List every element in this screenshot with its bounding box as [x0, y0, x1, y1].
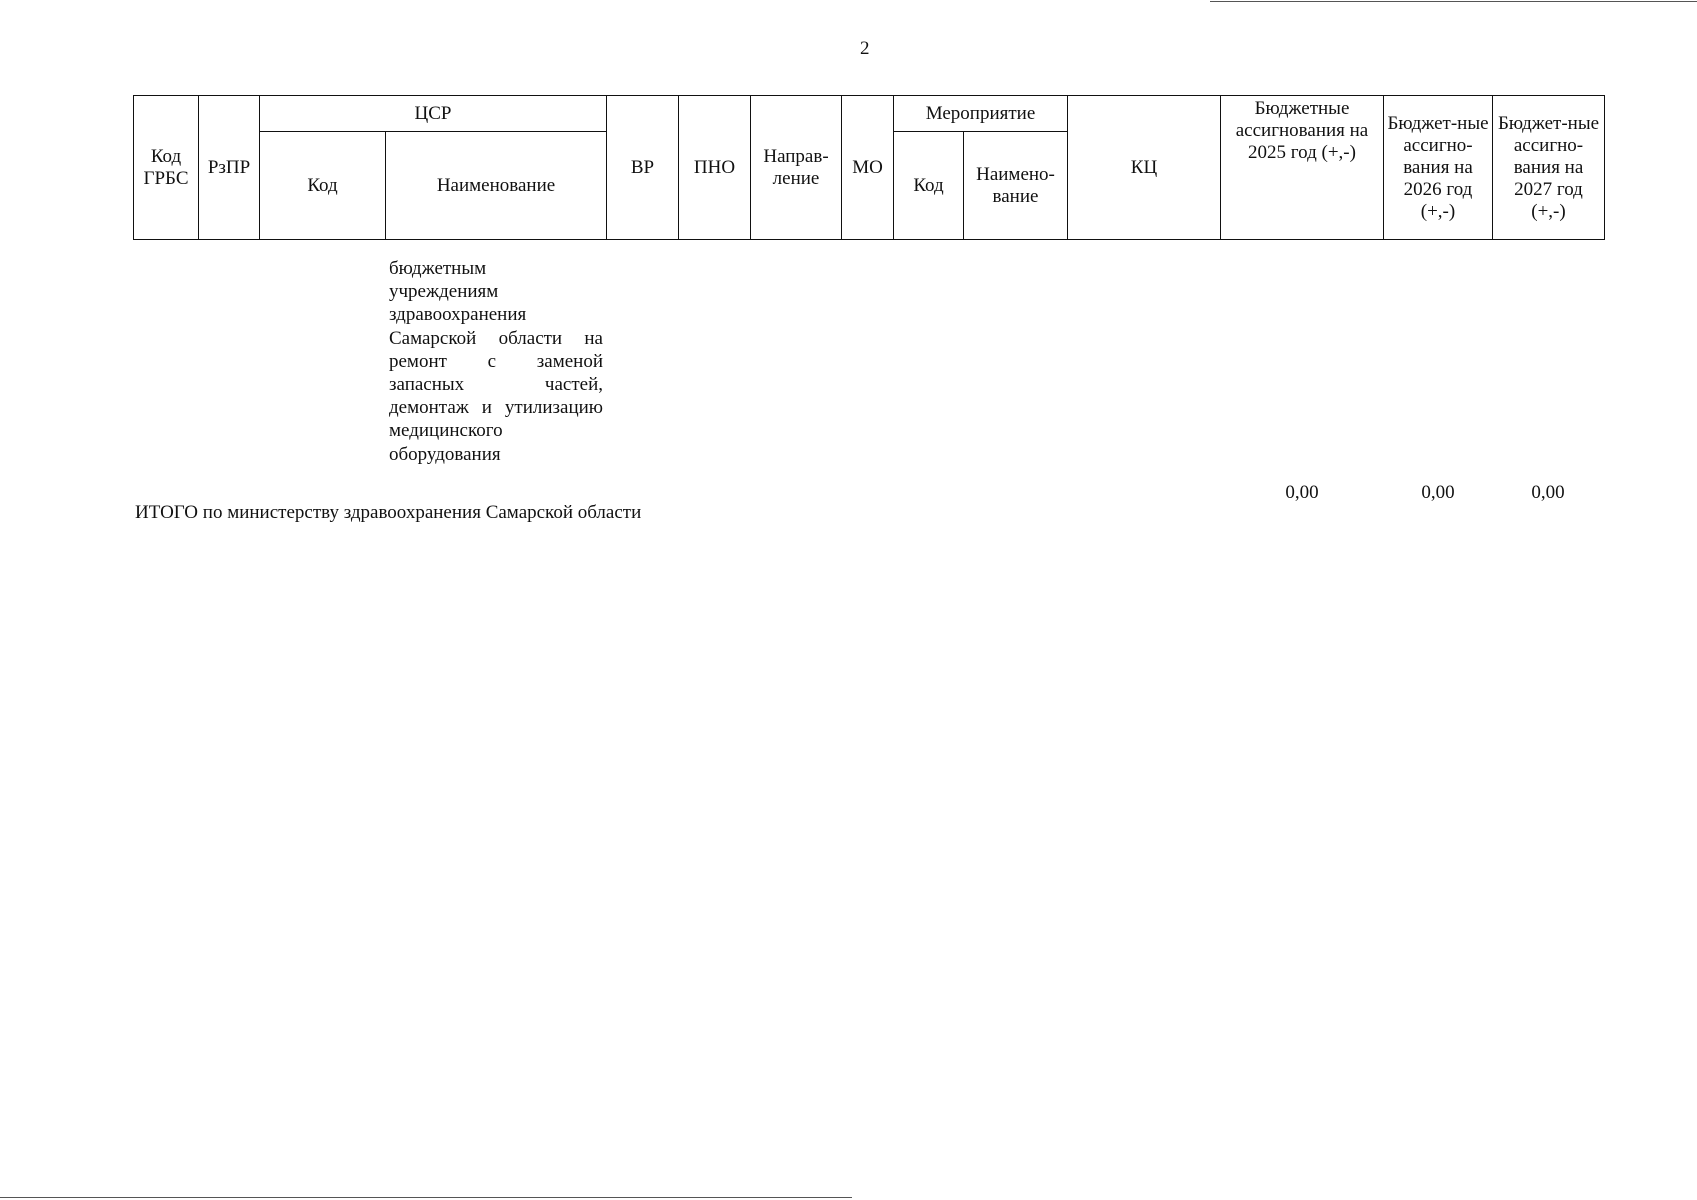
header-napravlenie: Направ-ление: [751, 96, 842, 240]
header-pno: ПНО: [679, 96, 751, 240]
header-vr: ВР: [607, 96, 679, 240]
description-line: демонтаж и утилизацию: [389, 397, 603, 419]
header-meropriyatie-naimenovanie: Наимено-вание: [964, 132, 1068, 240]
description-line: оборудования: [389, 443, 501, 465]
description-line: здравоохранения: [389, 304, 527, 326]
budget-table-header: [133, 95, 1605, 240]
header-kc: КЦ: [1068, 96, 1221, 240]
total-value-2026: 0,00: [1421, 482, 1455, 503]
page-number: 2: [860, 38, 870, 59]
header-meropriyatie: Мероприятие: [894, 96, 1068, 132]
total-label: ИТОГО по министерству здравоохранения Самарской области: [135, 502, 642, 523]
header-rzpr: РзПР: [199, 96, 260, 240]
description-line: учреждениям: [389, 281, 499, 303]
header-csr: ЦСР: [260, 96, 607, 132]
row-description: [389, 257, 603, 466]
scan-edge-bottom: [0, 1197, 852, 1198]
scan-edge-top: [1210, 1, 1697, 2]
header-mo: МО: [842, 96, 894, 240]
header-budget-2025: Бюджетные ассигнования на 2025 год (+,-): [1221, 96, 1384, 240]
description-line: запасных частей,: [389, 374, 603, 396]
header-budget-2026: Бюджет-ные ассигно-вания на 2026 год (+,-): [1384, 96, 1493, 240]
header-csr-naimenovanie: Наименование: [386, 132, 607, 240]
total-value-2025: 0,00: [1285, 482, 1319, 503]
description-line: бюджетным: [389, 258, 487, 279]
header-csr-kod: Код: [260, 132, 386, 240]
total-value-2027: 0,00: [1531, 482, 1565, 503]
header-kod-grbs: Код ГРБС: [134, 96, 199, 240]
header-meropriyatie-kod: Код: [894, 132, 964, 240]
description-line: Самарской области на: [389, 327, 603, 349]
description-line: медицинского: [389, 420, 503, 442]
header-budget-2027: Бюджет-ные ассигно-вания на 2027 год (+,-): [1493, 96, 1605, 240]
description-line: ремонт с заменой: [389, 350, 603, 372]
